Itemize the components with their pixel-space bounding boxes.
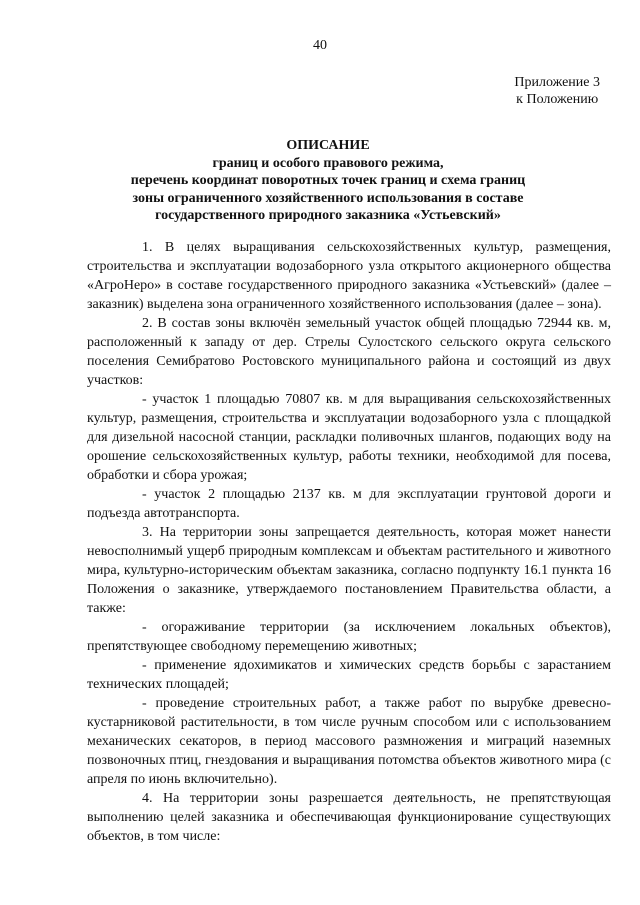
appendix-reference [514,74,600,108]
title-line-5: государственного природного заказника «Устьевский» [155,208,501,223]
title-line-2: границ и особого правового режима, [212,155,444,171]
title-line-4: зоны ограниченного хозяйственного использования в составе [132,190,524,206]
paragraph-3: 3. На территории зоны запрещается деятельность, которая может нанести невосполнимый ущерб природным комплексам и объектам растительного и животного мира, культурно-историческим объектам заказника, согласно подпункту 16.1 пункта 16 Положения о заказнике, утверждаемого постановлением Правительства области, а также: [87,525,611,616]
list-item-construction: - проведение строительных работ, а также работ по вырубке древесно-кустарниковой растительности, в том числе ручным способом или с использованием механических секаторов, в период массового размножения и миграций наземных позвоночных птиц, гнездования и выращивания потомства объектов животного мира (с апреля по июнь включительно). [87,696,611,787]
paragraph-1: 1. В целях выращивания сельскохозяйственных культур, размещения, строительства и эксплуатации водозаборного узла открытого акционерного общества «АгроНеро» в составе государственного природного заказника «Устьевский» (далее – заказник) выделена зона ограниченного хозяйственного использования (далее – зона). [87,240,611,312]
title-line-3: перечень координат поворотных точек границ и схема границ [130,173,526,188]
document-title [100,137,556,225]
title-line-1: ОПИСАНИЕ [286,138,370,153]
page-number: 40 [313,38,327,53]
list-item-plot-1: - участок 1 площадью 70807 кв. м для выращивания сельскохозяйственных культур, размещения, строительства и эксплуатации водозаборного узла с площадкой для дизельной насосной станции, раскладки поливочных шлангов, подающих воду на орошение сельскохозяйственных культур, работы техники, необходимой для посева, обработки и сбора урожая; [87,392,611,483]
list-item-chemicals: - применение ядохимикатов и химических средств борьбы с зарастанием технических площадей; [87,658,611,692]
document-body [87,238,611,846]
list-item-fencing: - огораживание территории (за исключением локальных объектов), препятствующее свободному перемещению животных; [87,620,611,654]
appendix-line-2: к Положению [516,92,599,107]
paragraph-2: 2. В состав зоны включён земельный участок общей площадью 72944 кв. м, расположенный к западу от дер. Стрелы Сулостского сельского округа сельского поселения Семибратово Ростовского муниципального района и состоящий из двух участков: [87,316,611,388]
appendix-line-1: Приложение 3 [514,75,600,90]
list-item-plot-2: - участок 2 площадью 2137 кв. м для эксплуатации грунтовой дороги и подъезда автотранспорта. [87,487,611,521]
paragraph-4: 4. На территории зоны разрешается деятельность, не препятствующая выполнению целей заказника и обеспечивающая функционирование существующих объектов, в том числе: [87,791,611,844]
